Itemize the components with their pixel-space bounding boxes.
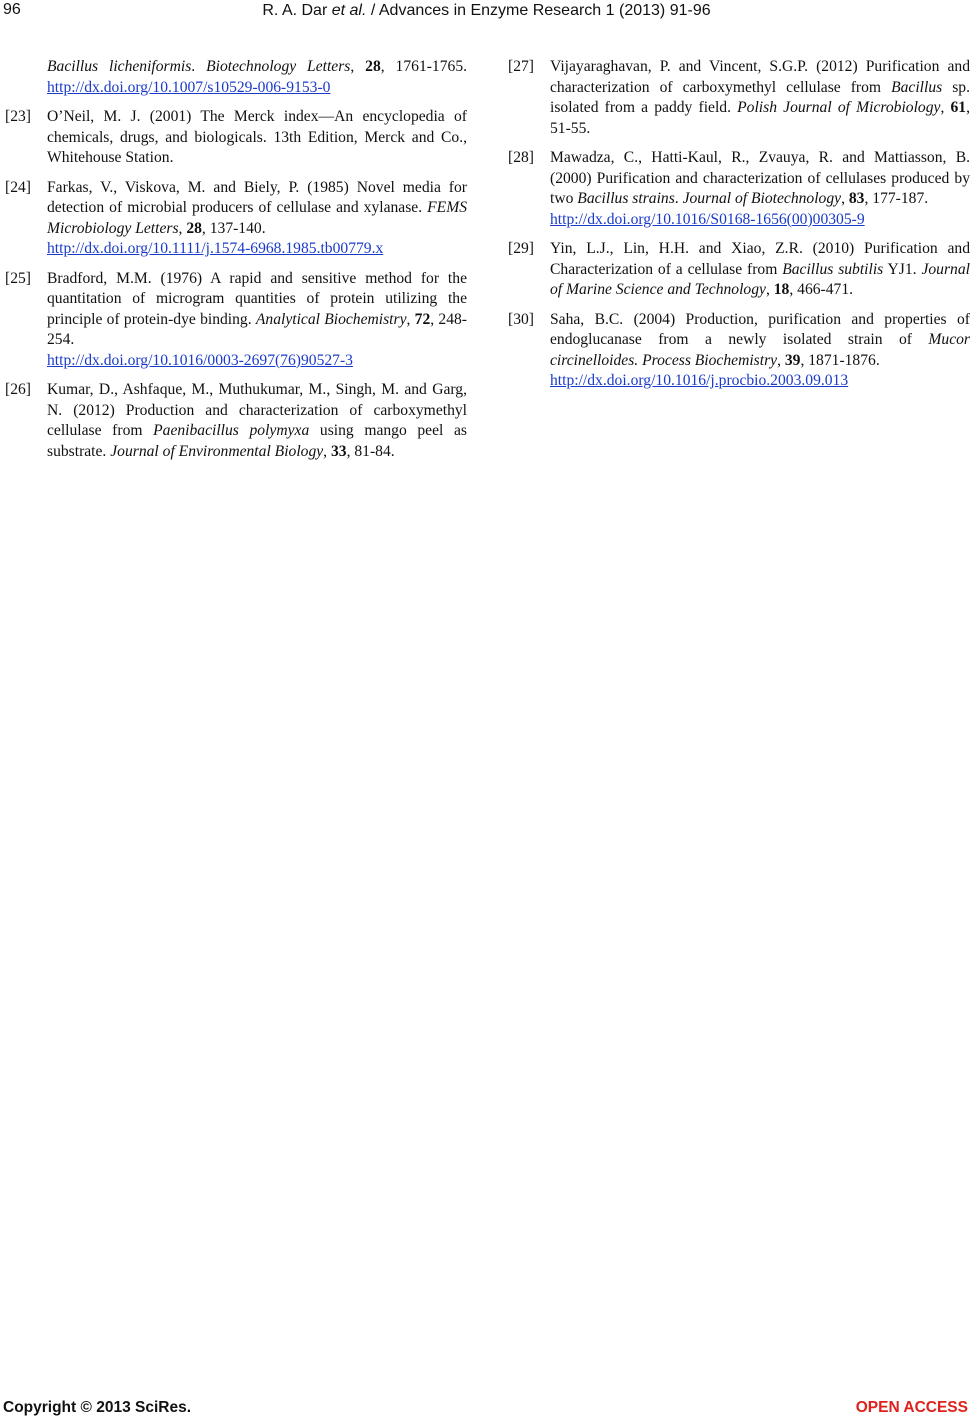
reference-item bbox=[5, 380, 467, 462]
reference-number: [25] bbox=[5, 269, 31, 287]
header-et-al: et al. bbox=[331, 2, 367, 19]
header-authors: R. A. Dar bbox=[262, 2, 332, 19]
reference-item bbox=[508, 57, 970, 139]
reference-text: Kumar, D., Ashfaque, M., Muthukumar, M., Singh, M. and Garg, N. (2012) Production and characterization of carboxymethyl cellulase from Paenibacillus polymyxa using mango peel as substrate. Journal of Environmental Biology, 33, 81-84. bbox=[47, 381, 467, 460]
reference-text: Mawadza, C., Hatti-Kaul, R., Zvauya, R. and Mattiasson, B. (2000) Purification and characterization of cellulases produced by two Bacillus strains. Journal of Biotechnology, 83, 177-187. http://dx.doi.org/10.1016/S0168-1656(00)00305-9 bbox=[550, 149, 970, 228]
reference-text: Yin, L.J., Lin, H.H. and Xiao, Z.R. (2010) Purification and Characterization of a cellulase from Bacillus subtilis YJ1. Journal of Marine Science and Technology, 18, 466-471. bbox=[550, 240, 970, 298]
doi-link[interactable]: http://dx.doi.org/10.1007/s10529-006-9153-0 bbox=[47, 78, 331, 96]
reference-number: [30] bbox=[508, 310, 534, 328]
header-journal: / Advances in Enzyme Research 1 (2013) 91-96 bbox=[366, 2, 711, 19]
reference-number: [26] bbox=[5, 381, 31, 398]
reference-continuation: Bacillus licheniformis. Biotechnology Letters, 28, 1761-1765. http://dx.doi.org/10.1007/s10529-006-9153-0 bbox=[47, 58, 468, 96]
reference-number: [24] bbox=[5, 178, 31, 196]
reference-text: Farkas, V., Viskova, M. and Biely, P. (1985) Novel media for detection of microbial producers of cellulase and xylanase. FEMS Microbiology Letters, 28, 137-140. http://dx.doi.org/10.1111/j.1574-6968.1985.tb00779.x bbox=[47, 178, 467, 257]
reference-number: [28] bbox=[508, 149, 534, 166]
reference-text: Vijayaraghavan, P. and Vincent, S.G.P. (2012) Purification and characterization of carboxymethyl cellulase from Bacillus sp. isolated from a paddy field. Polish Journal of Microbiology, 61, 51-55. bbox=[550, 58, 970, 137]
reference-item bbox=[508, 239, 970, 301]
copyright-notice: Copyright © 2013 SciRes. bbox=[3, 1399, 192, 1416]
reference-number: [27] bbox=[508, 58, 534, 75]
doi-link[interactable]: http://dx.doi.org/10.1111/j.1574-6968.1985.tb00779.x bbox=[47, 240, 384, 257]
doi-link[interactable]: http://dx.doi.org/10.1016/0003-2697(76)90527-3 bbox=[47, 351, 353, 369]
reference-item bbox=[5, 107, 467, 169]
reference-text: Bradford, M.M. (1976) A rapid and sensitive method for the quantitation of microgram quantities of protein utilizing the principle of protein-dye binding. Analytical Biochemistry, 72, 248-254. http://dx.doi.org/10.1016/0003-2697(76)90527-3 bbox=[47, 269, 467, 369]
doi-link[interactable]: http://dx.doi.org/10.1016/j.procbio.2003.09.013 bbox=[550, 372, 849, 389]
reference-number: [23] bbox=[5, 108, 31, 125]
running-header bbox=[0, 2, 973, 20]
reference-text: Saha, B.C. (2004) Production, purification and properties of endoglucanase from a newly isolated strain of Mucor circinelloides. Process Biochemistry, 39, 1871-1876. http://dx.doi.org/10.1016/j.procbio.2003.09.013 bbox=[550, 310, 970, 389]
reference-number: [29] bbox=[508, 240, 534, 257]
page-number: 96 bbox=[3, 1, 21, 18]
left-column bbox=[5, 57, 467, 471]
reference-item bbox=[5, 178, 467, 260]
doi-link[interactable]: http://dx.doi.org/10.1016/S0168-1656(00)00305-9 bbox=[550, 210, 865, 228]
reference-text: O’Neil, M. J. (2001) The Merck index—An encyclopedia of chemicals, drugs, and biologicals. 13th Edition, Merck and Co., Whitehouse Station. bbox=[47, 108, 467, 166]
reference-item bbox=[5, 269, 467, 372]
reference-item bbox=[508, 310, 970, 392]
open-access-label: OPEN ACCESS bbox=[855, 1399, 968, 1416]
reference-item bbox=[508, 148, 970, 230]
right-column bbox=[508, 57, 970, 401]
